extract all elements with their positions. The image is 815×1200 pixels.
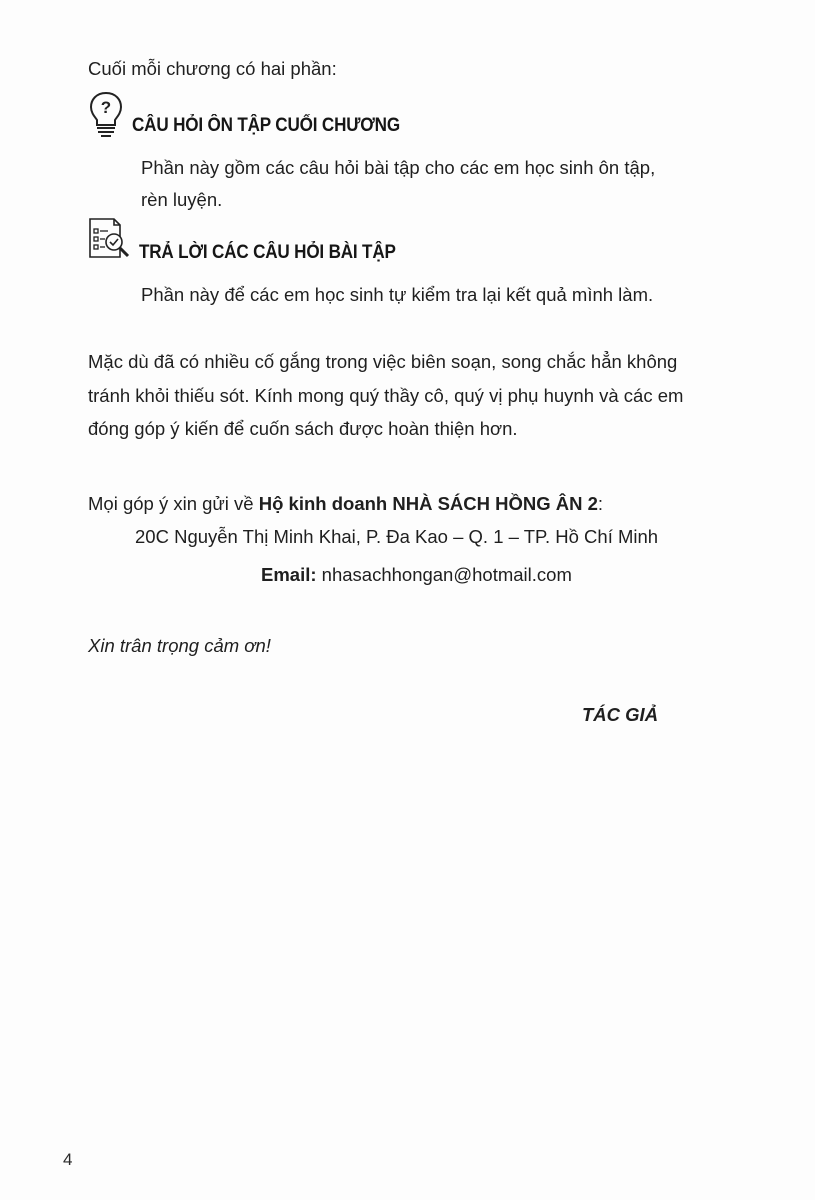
page-number: 4 bbox=[63, 1150, 73, 1169]
section-review-description-line2: rèn luyện. bbox=[141, 189, 223, 210]
section-answers-heading: TRẢ LỜI CÁC CÂU HỎI BÀI TẬP bbox=[139, 242, 396, 263]
document-checklist-magnifier-icon bbox=[88, 217, 138, 263]
lightbulb-question-icon bbox=[88, 90, 124, 138]
email-value: nhasachhongan@hotmail.com bbox=[316, 564, 572, 585]
contact-organization: Hộ kinh doanh NHÀ SÁCH HỒNG ÂN 2 bbox=[258, 493, 598, 514]
contact-suffix: : bbox=[597, 493, 604, 514]
apology-line3: đóng góp ý kiến để cuốn sách được hoàn thiện hơn. bbox=[88, 418, 518, 439]
email-label: Email: bbox=[261, 564, 317, 585]
apology-line2: tránh khỏi thiếu sót. Kính mong quý thầy cô, quý vị phụ huynh và các em bbox=[88, 385, 684, 406]
author-signature: TÁC GIẢ bbox=[582, 704, 659, 725]
section-review-description-line1: Phần này gồm các câu hỏi bài tập cho các em học sinh ôn tập, bbox=[141, 157, 656, 178]
section-review-heading: CÂU HỎI ÔN TẬP CUỐI CHƯƠNG bbox=[132, 115, 400, 136]
contact-email-line bbox=[261, 559, 572, 591]
closing-text: Xin trân trọng cảm ơn! bbox=[88, 635, 271, 656]
contact-address: 20C Nguyễn Thị Minh Khai, P. Đa Kao – Q. 1 – TP. Hồ Chí Minh bbox=[135, 526, 659, 547]
intro-line: Cuối mỗi chương có hai phần: bbox=[88, 58, 337, 79]
contact-line bbox=[88, 488, 603, 520]
section-answers-description: Phần này để các em học sinh tự kiểm tra lại kết quả mình làm. bbox=[141, 284, 654, 305]
contact-prefix: Mọi góp ý xin gửi về bbox=[88, 493, 259, 514]
apology-line1: Mặc dù đã có nhiều cố gắng trong việc biên soạn, song chắc hẳn không bbox=[88, 351, 678, 372]
svg-text:?: ? bbox=[100, 98, 112, 117]
